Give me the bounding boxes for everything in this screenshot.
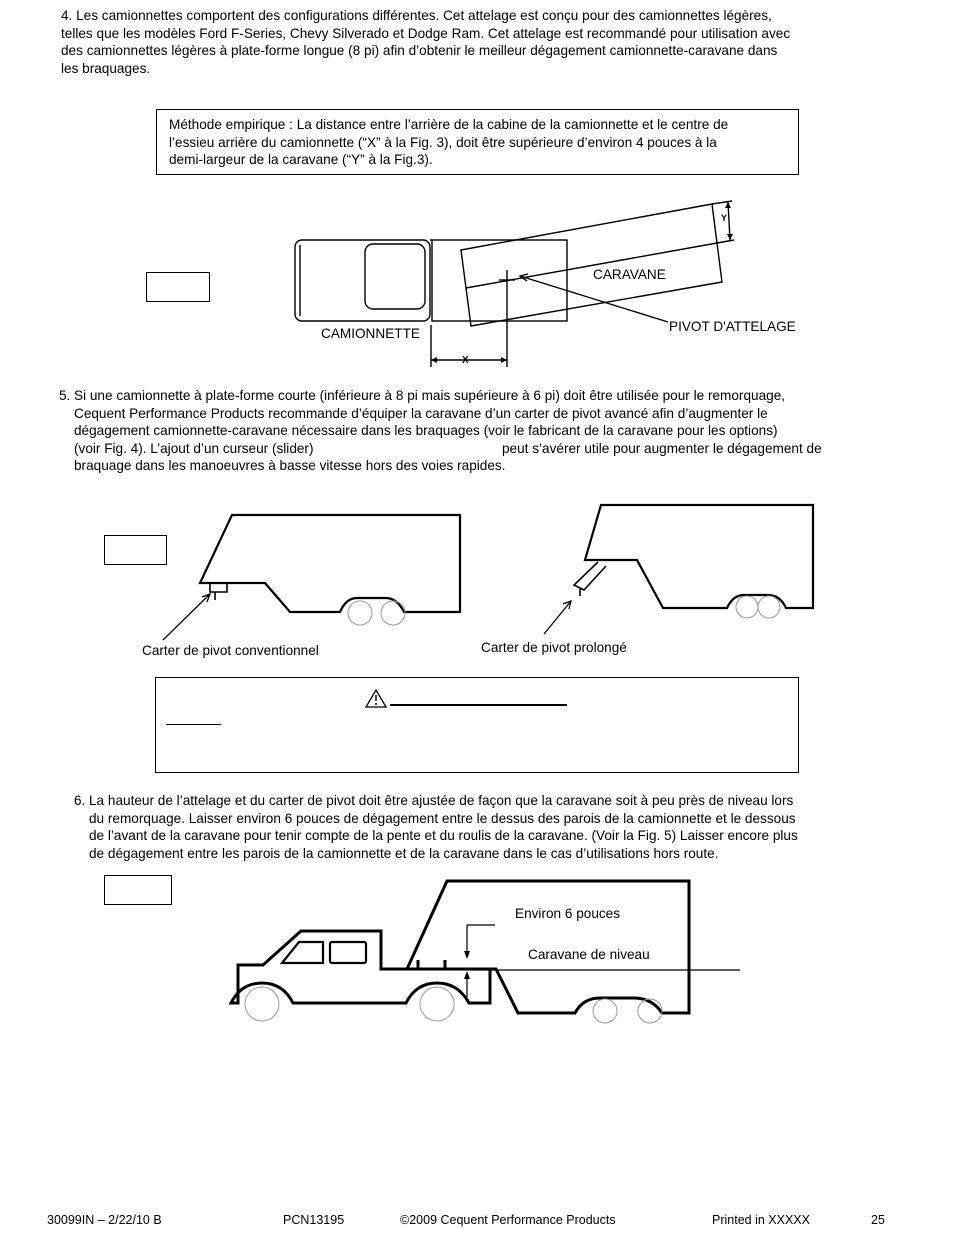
footer-pcn: PCN13195 (283, 1213, 345, 1227)
item-5-line: Cequent Performance Products recommande d’équiper la caravane d’un carter de pivot avancé afin d’augmenter le (74, 405, 768, 421)
item-6-line: La hauteur de l’attelage et du carter de pivot doit être ajustée de façon que la caravane soit à peu près de niveau lors (89, 793, 794, 808)
item-5-line: braquage dans les manoeuvres à basse vitesse hors des voies rapides. (74, 458, 506, 473)
item-5-number: 5. (59, 388, 71, 403)
fig3-caravane-label: CARAVANE (593, 267, 666, 282)
item-5-line: dégagement camionnette-caravane nécessaire dans les braquages (voir le fabricant de la caravane pour les options) (74, 423, 778, 438)
item-5-line: peut s’avérer utile pour augmenter le dégagement de (502, 440, 822, 456)
footer-doc-number: 30099IN – 2/22/10 B (47, 1213, 162, 1227)
item-5-line: Si une camionnette à plate-forme courte (inférieure à 8 pi mais supérieure à 6 pi) doit être utilisée pour le remorquage, (74, 388, 786, 403)
item-6-line: de dégagement entre les parois de la camionnette et de la caravane dans le cas d’utilisations hors route. (89, 845, 719, 861)
fig3-x-label: X (462, 355, 469, 366)
rule-line: demi-largeur de la caravane (“Y” à la Fig.3). (169, 152, 433, 167)
item-6-line: du remorquage. Laisser environ 6 pouces de dégagement entre le dessus des parois de la camionnette et le dessous (89, 810, 796, 826)
fig5-gap-label: Environ 6 pouces (515, 906, 621, 921)
fig3-pivot-label: PIVOT D'ATTELAGE (669, 319, 796, 334)
item-4-line: des camionnettes légères à plate-forme longue (8 pi) afin d’obtenir le meilleur dégagement camionnette-caravane dans (61, 43, 778, 58)
truck-window-rear (330, 942, 366, 963)
rule-line: Méthode empirique : La distance entre l’arrière de la cabine de la camionnette et le centre de (169, 117, 729, 132)
fig3-camionnette-label: CAMIONNETTE (321, 326, 420, 341)
fig3-y-label: Y (721, 213, 728, 223)
item-5-line: (voir Fig. 4). L’ajout d’un curseur (slider) (74, 440, 314, 456)
fig5-level-label: Caravane de niveau (528, 947, 650, 962)
item-6-number: 6. (74, 793, 86, 808)
footer-printed: Printed in XXXXX (712, 1213, 810, 1227)
item-6-line: de l’avant de la caravane pour tenir compte de la pente et du roulis de la caravane. (Voir la Fig. 5) Laisser encore plus (89, 828, 798, 843)
rule-line: l’essieu arrière du camionnette (“X” à la Fig. 3), doit être supérieure d’environ 4 pouces à la (169, 134, 717, 150)
item-4-line: les braquages. (61, 60, 151, 76)
item-4-line: 4. Les camionnettes comportent des configurations différentes. Cet attelage est conçu pour des camionnettes légères, (61, 8, 772, 23)
item-4-line: telles que les modèles Ford F-Series, Chevy Silverado et Dodge Ram. Cet attelage est recommandé pour utilisation avec (61, 25, 791, 41)
footer-copyright: ©2009 Cequent Performance Products (400, 1213, 616, 1227)
fig4-left-label: Carter de pivot conventionnel (142, 643, 319, 658)
fig4-right-label: Carter de pivot prolongé (481, 640, 627, 655)
truck-window-front (282, 942, 323, 963)
footer-page-number: 25 (871, 1213, 885, 1227)
